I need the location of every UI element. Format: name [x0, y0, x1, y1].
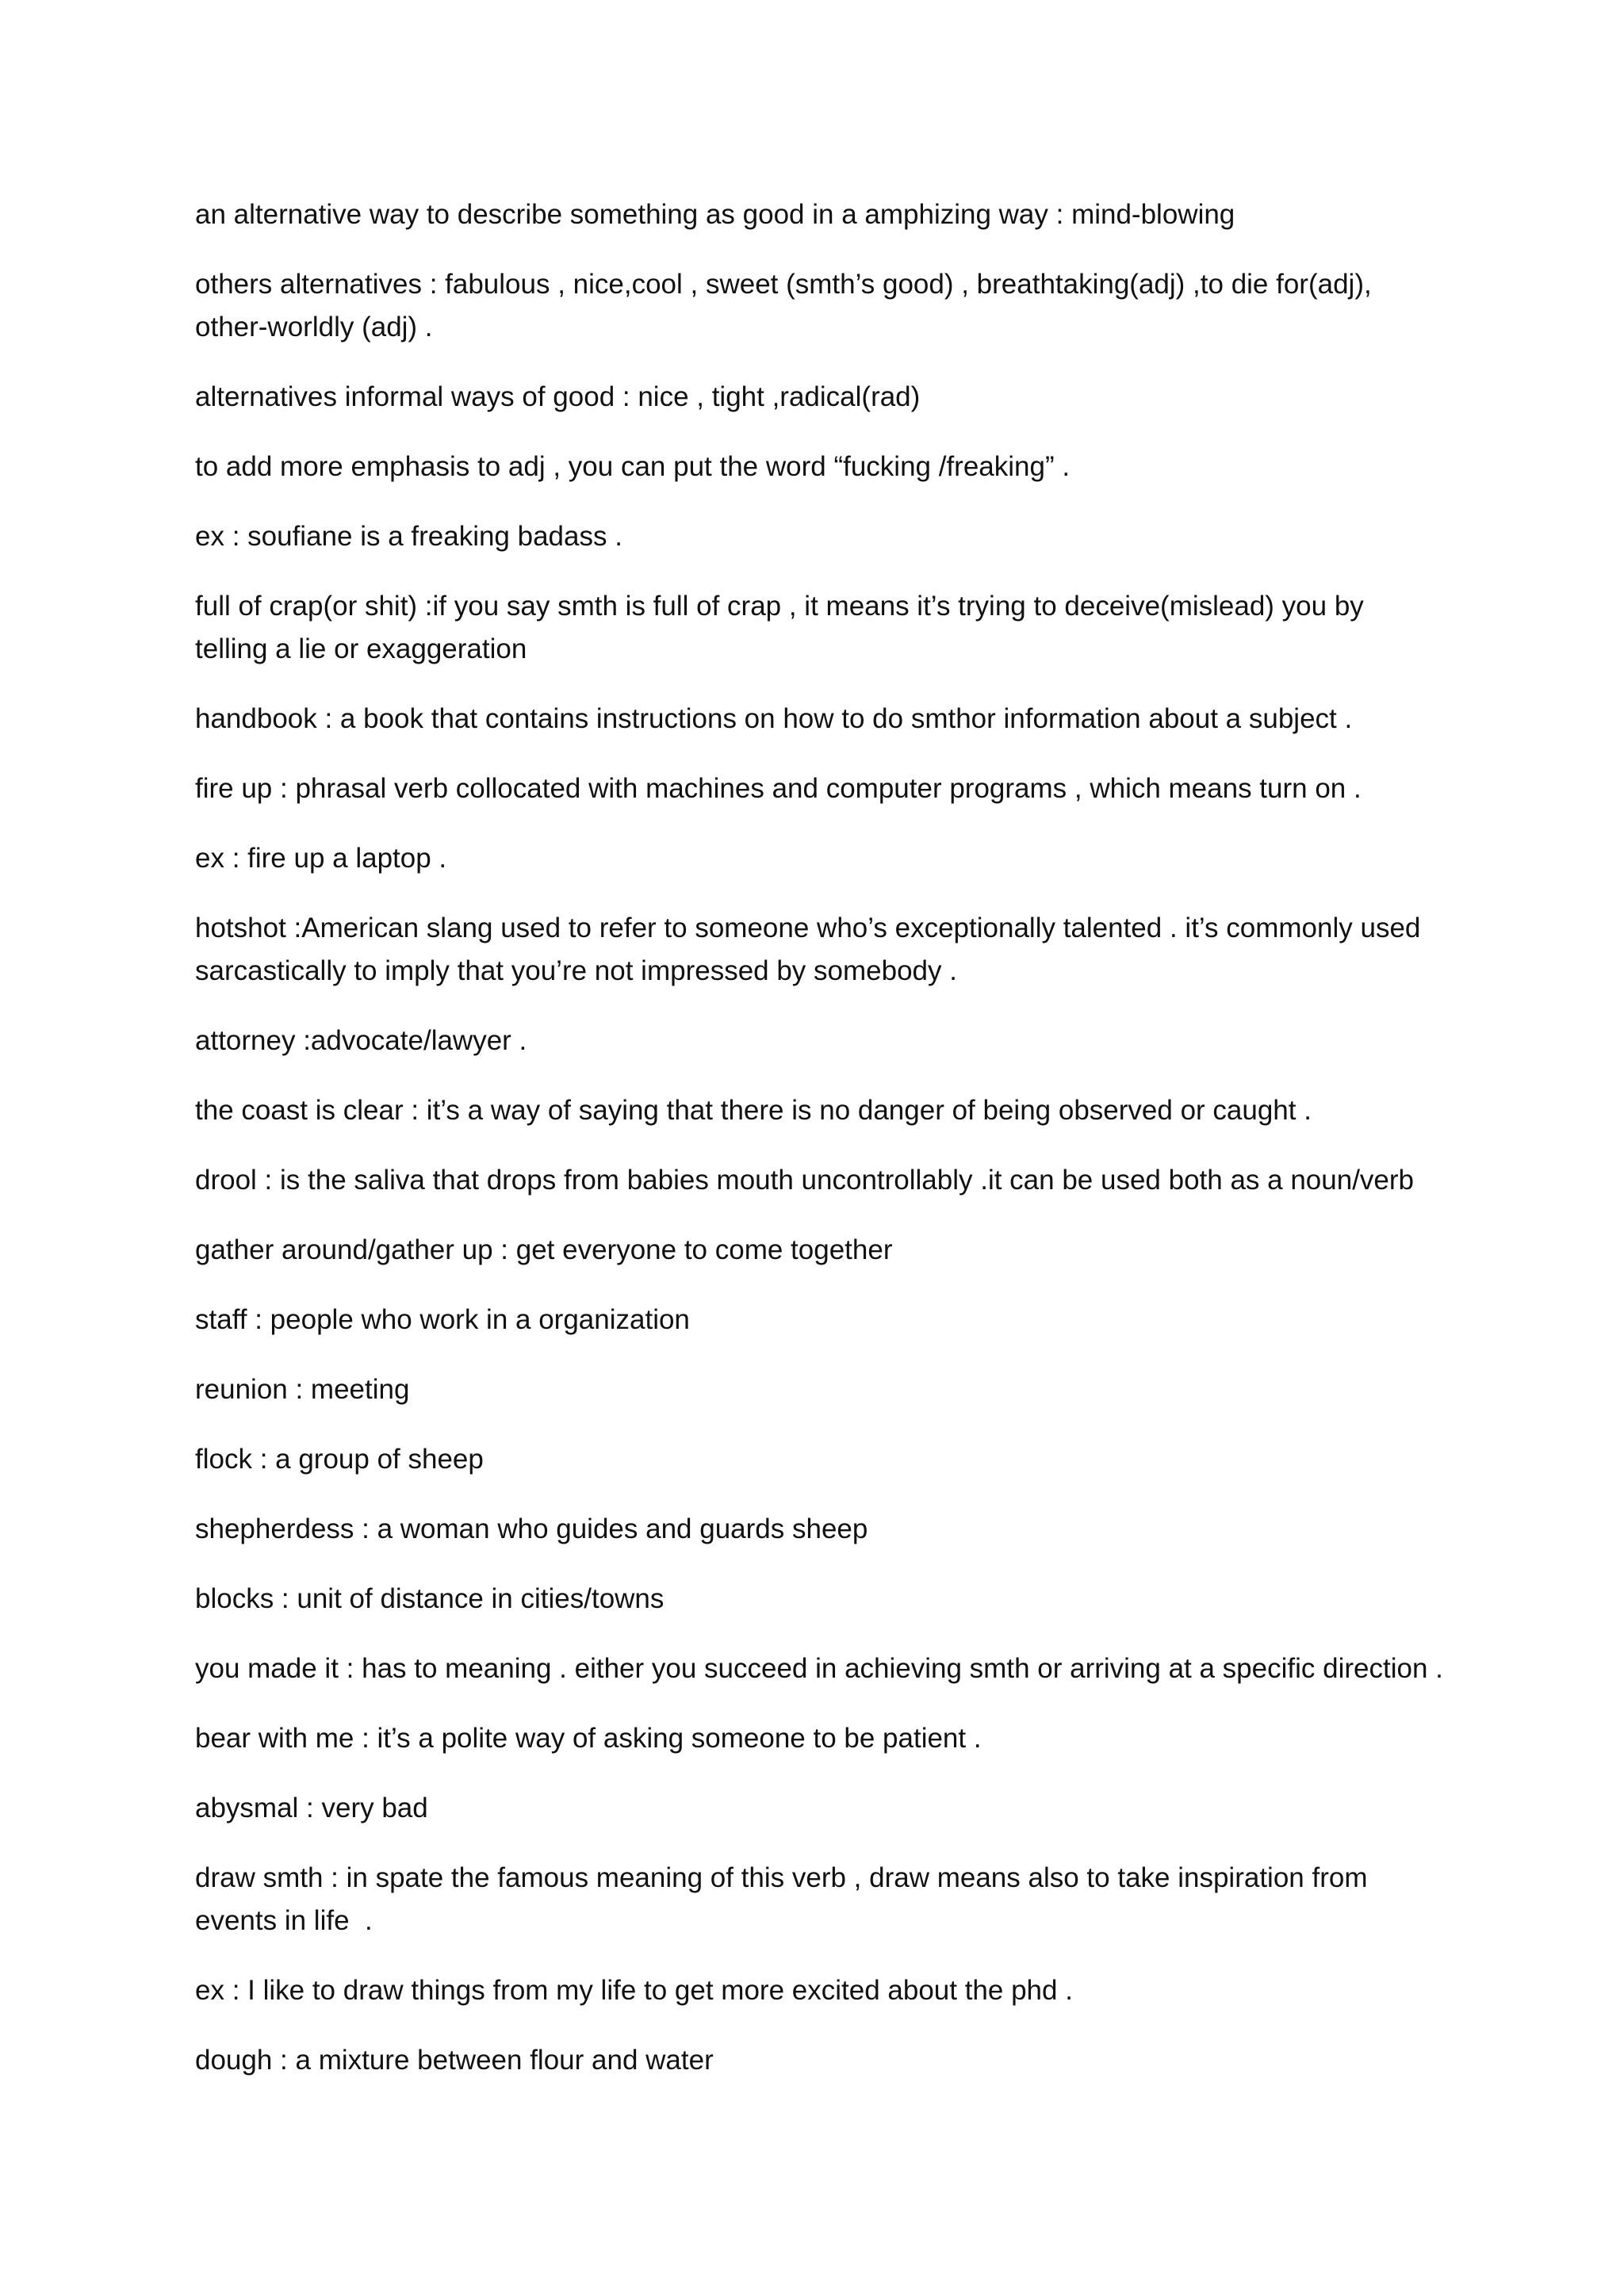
paragraph: fire up : phrasal verb collocated with machines and computer programs , which means turn on . [195, 773, 1362, 804]
paragraph: staff : people who work in a organization [195, 1304, 690, 1335]
paragraph: dough : a mixture between flour and water [195, 2045, 714, 2076]
paragraph: an alternative way to describe something as good in a amphizing way : mind-blowing [195, 199, 1235, 230]
paragraph: hotshot :American slang used to refer to someone who’s exceptionally talented . it’s commonly used sarcastically to imply that you’re not impressed by somebody . [195, 913, 1421, 986]
paragraph: alternatives informal ways of good : nice , tight ,radical(rad) [195, 381, 921, 412]
paragraph: shepherdess : a woman who guides and guards sheep [195, 1513, 868, 1544]
document-body [195, 193, 1456, 2109]
paragraph: ex : fire up a laptop . [195, 843, 447, 874]
paragraph: draw smth : in spate the famous meaning of this verb , draw means also to take inspiration from events in life . [195, 1862, 1368, 1936]
paragraph: gather around/gather up : get everyone to come together [195, 1234, 893, 1265]
paragraph: blocks : unit of distance in cities/towns [195, 1583, 665, 1614]
paragraph: ex : soufiane is a freaking badass . [195, 521, 622, 552]
paragraph: flock : a group of sheep [195, 1444, 484, 1475]
paragraph: full of crap(or shit) :if you say smth is full of crap , it means it’s trying to deceive(mislead) you by telling a lie or exaggeration [195, 591, 1364, 664]
paragraph: attorney :advocate/lawyer . [195, 1025, 527, 1056]
paragraph: the coast is clear : it’s a way of saying that there is no danger of being observed or caught . [195, 1095, 1312, 1126]
paragraph: to add more emphasis to adj , you can put the word “fucking /freaking” . [195, 451, 1071, 482]
paragraph: abysmal : very bad [195, 1793, 428, 1823]
paragraph: reunion : meeting [195, 1374, 410, 1405]
paragraph: bear with me : it’s a polite way of asking someone to be patient . [195, 1723, 982, 1754]
paragraph: ex : I like to draw things from my life to get more excited about the phd . [195, 1975, 1073, 2006]
paragraph: handbook : a book that contains instructions on how to do smthor information about a subject . [195, 703, 1353, 734]
paragraph: you made it : has to meaning . either you succeed in achieving smth or arriving at a specific direction . [195, 1653, 1443, 1684]
paragraph: drool : is the saliva that drops from babies mouth uncontrollably .it can be used both as a noun/verb [195, 1165, 1415, 1196]
paragraph: others alternatives : fabulous , nice,cool , sweet (smth’s good) , breathtaking(adj) ,to die for(adj), other-worldly (adj) . [195, 269, 1372, 342]
